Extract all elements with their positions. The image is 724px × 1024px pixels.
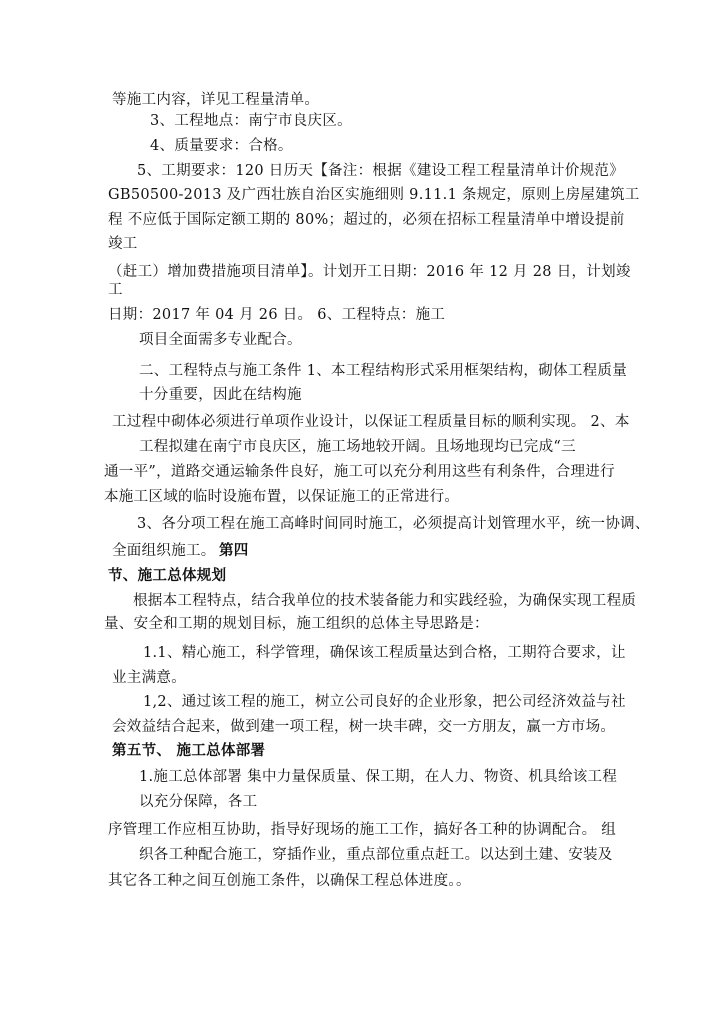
text-line-10: 日期：2017 年 04 月 26 日。 6、工程特点：施工	[108, 307, 446, 323]
text-line-26: 1,2、通过该工程的施工，树立公司良好的企业形象，把公司经济效益与社	[143, 694, 626, 710]
text-line-15: 工程拟建在南宁市良庆区，施工场地较开阔。且场地现均已完成“三	[139, 439, 576, 455]
text-line-25: 业主满意。	[112, 670, 186, 686]
text-line-1: 等施工内容，详见工程量清单。	[112, 92, 320, 108]
text-line-4: 5、工期要求：120 日历天【备注：根据《建设工程工程量清单计价规范》	[137, 163, 625, 179]
text-line-33: 其它各工种之间互创施工条件，以确保工程总体进度。。	[108, 873, 471, 889]
text-line-29: 1.施工总体部署 集中力量保质量、保工期，在人力、物资、机具给该工程	[139, 769, 618, 785]
text-line-30: 以充分保障，各工	[139, 794, 258, 810]
text-line-31: 序管理工作应相互协助，指导好现场的施工工作，搞好各工种的协调配合。 组	[108, 822, 617, 838]
text-line-5: GB50500-2013 及广西壮族自治区实施细则 9.11.1 条规定，原则上房屋建筑工	[108, 187, 640, 203]
text-line-8: （赶工）增加费措施项目清单】。计划开工日期：2016 年 12 月 28 日，计划竣	[108, 264, 631, 280]
section-heading-4-part2: 节、施工总体规划	[108, 567, 227, 584]
text-line-6: 程 不应低于国际定额工期的 80%；超过的，必须在招标工程量清单中增设提前	[108, 212, 625, 228]
text-line-12: 二、工程特点与施工条件 1、本工程结构形式采用框架结构，砌体工程质量	[139, 363, 628, 379]
text-line-23: 量、安全和工期的规划目标，施工组织的总体主导思路是：	[104, 616, 489, 632]
section-heading-5: 第五节、 施工总体部署	[112, 742, 266, 759]
text-line-3: 4、质量要求：合格。	[150, 138, 293, 154]
section-heading-4-part1: 第四	[219, 542, 249, 559]
text-line-13: 十分重要，因此在结构施	[139, 387, 302, 403]
text-line-22: 根据本工程特点，结合我单位的技术装备能力和实践经验，为确保实现工程质	[133, 593, 637, 609]
text-line-2: 3、工程地点：南宁市良庆区。	[150, 113, 352, 129]
text-line-32: 织各工种配合施工，穿插作业，重点部位重点赶工。以达到土建、安装及	[139, 847, 613, 863]
text-line-17: 本施工区域的临时设施布置，以保证施工的正常进行。	[104, 489, 460, 505]
text-line-14: 工过程中砌体必须进行单项作业设计，以保证工程质量目标的顺利实现。 2、本	[112, 414, 630, 430]
text-line-27: 会效益结合起来，做到建一项工程，树一块丰碑，交一方朋友，赢一方市场。	[112, 719, 616, 735]
text-line-11: 项目全面需多专业配合。	[139, 332, 302, 348]
text-line-18: 3、各分项工程在施工高峰时间同时施工，必须提高计划管理水平，统一协调、	[137, 516, 650, 532]
text-line-7: 竣工	[108, 236, 138, 252]
text-line-24: 1.1、精心施工，科学管理，确保该工程质量达到合格，工期符合要求，让	[143, 645, 626, 661]
text-line-16: 通一平”，道路交通运输条件良好，施工可以充分利用这些有利条件，合理进行	[104, 464, 615, 480]
text-line-9: 工	[108, 282, 123, 298]
text-line-19: 全面组织施工。	[112, 543, 216, 559]
